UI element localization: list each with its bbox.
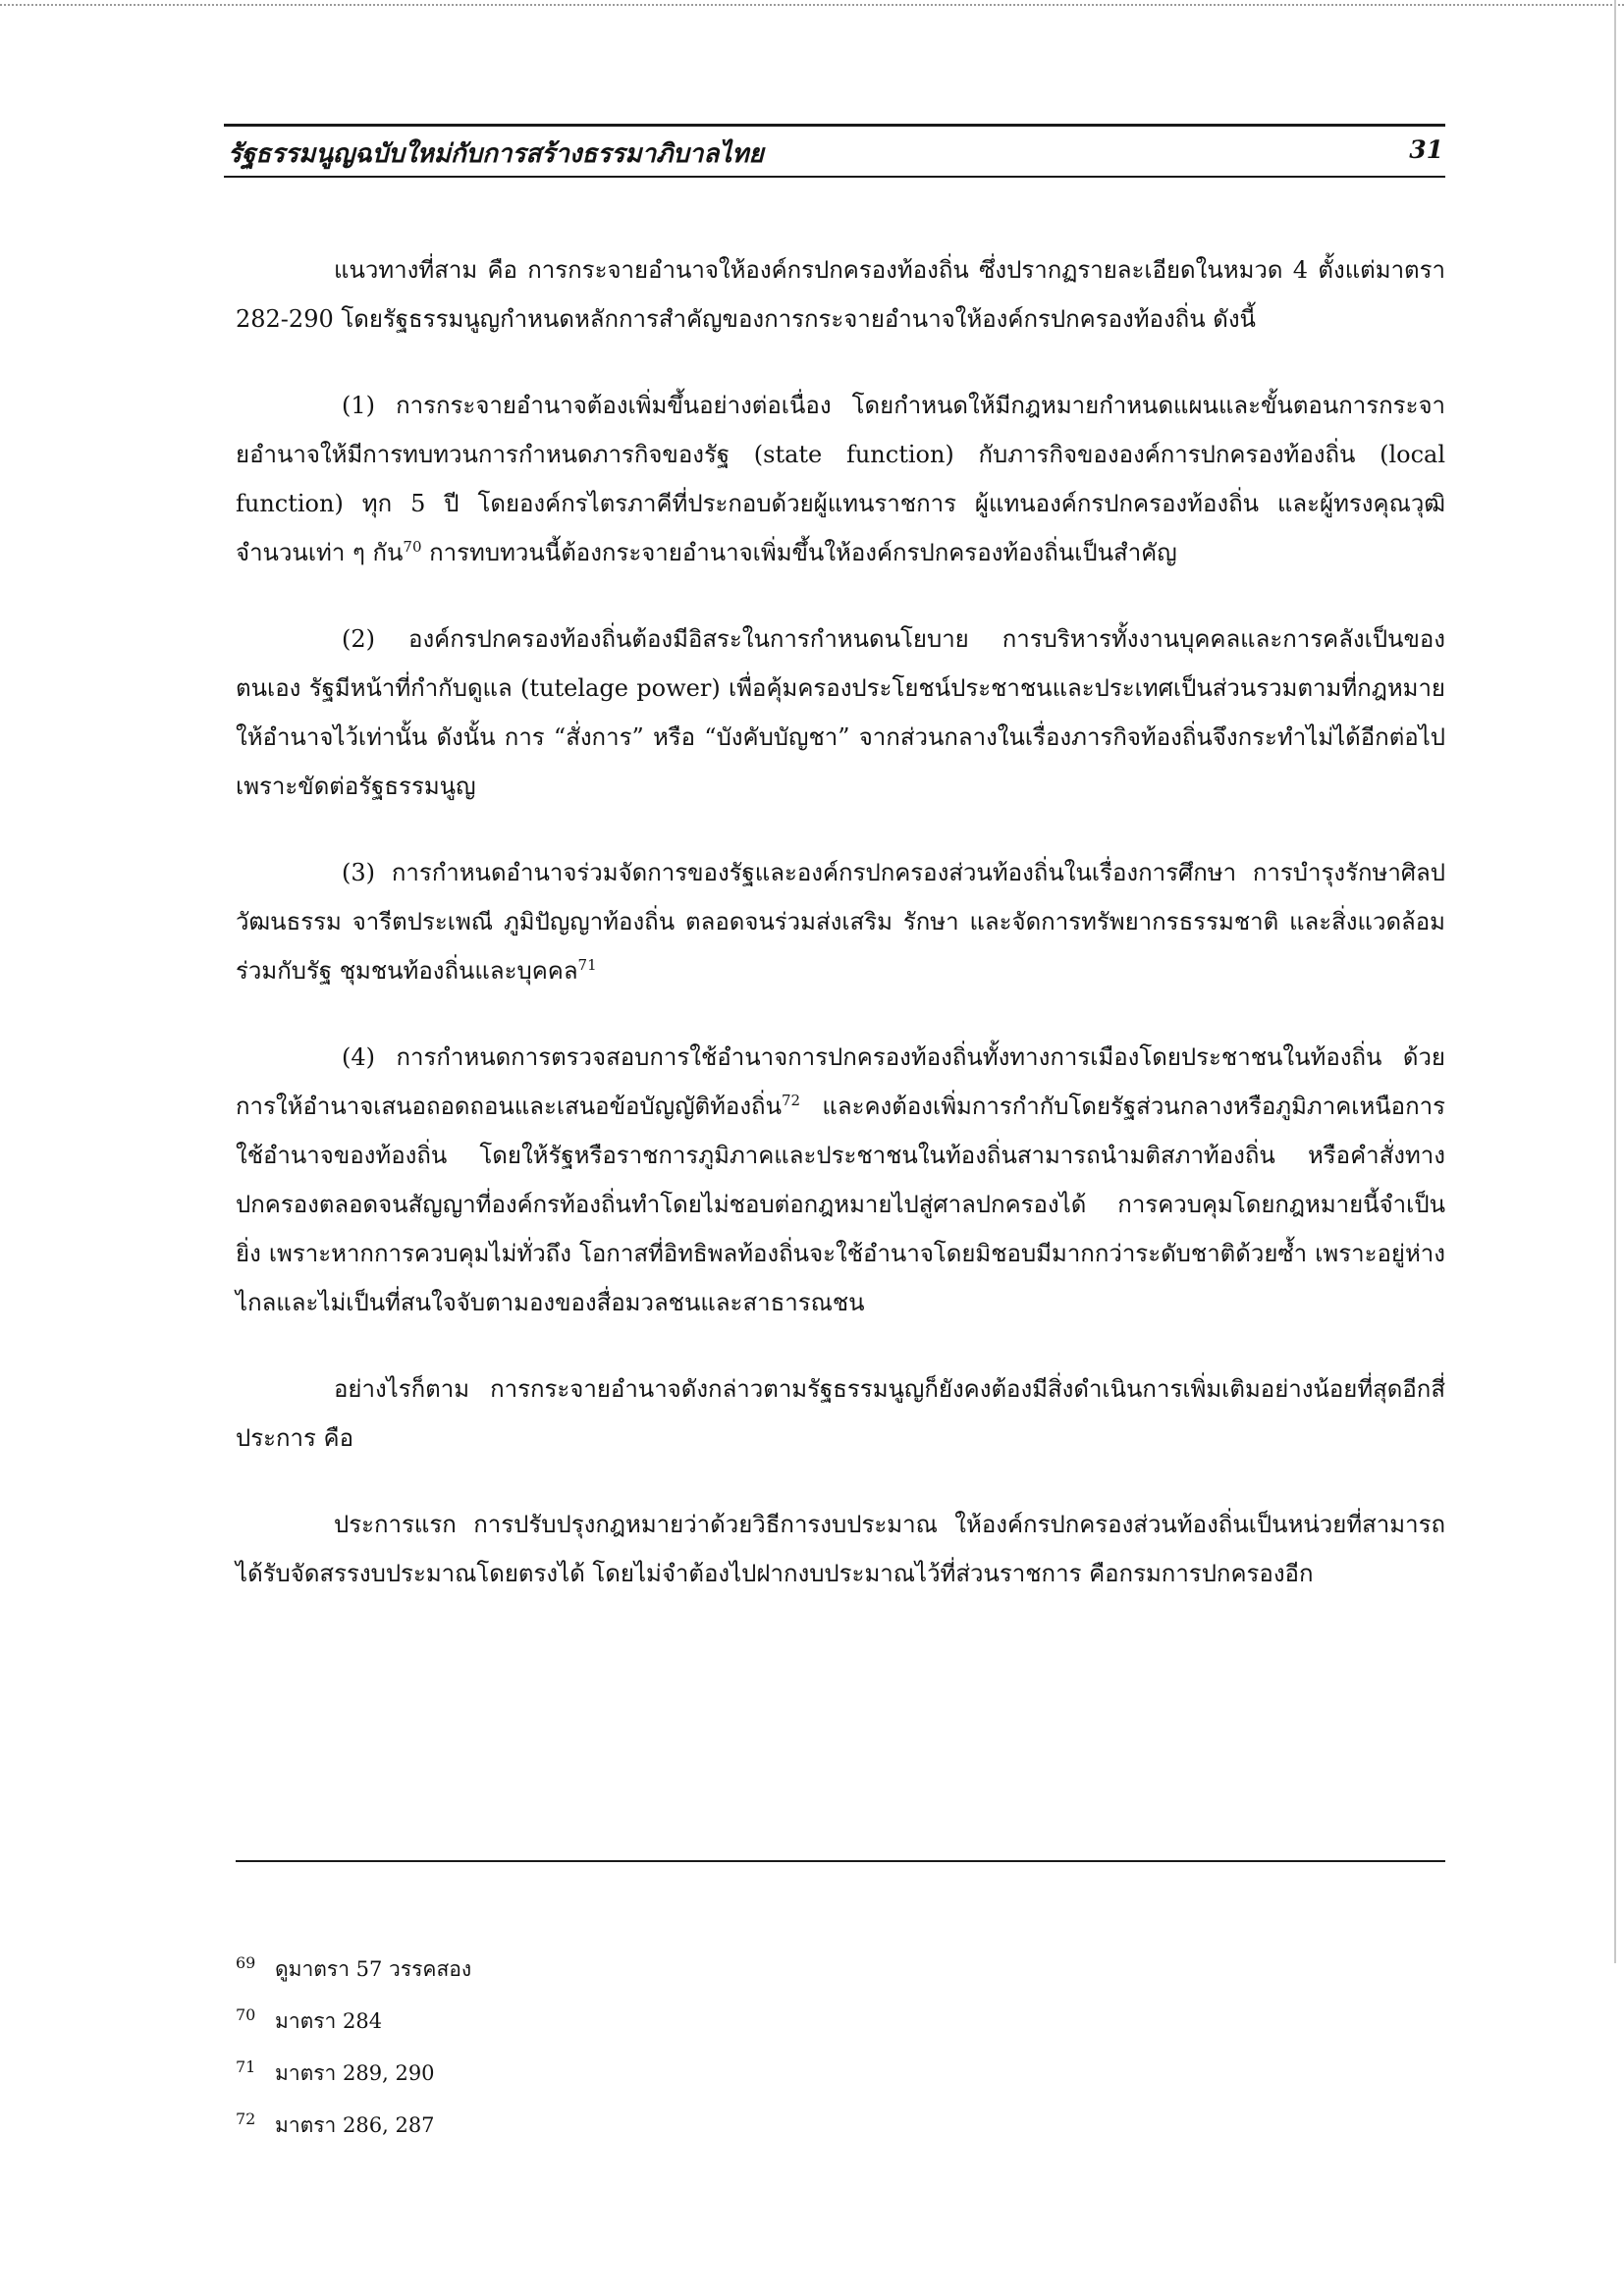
scan-right-edge [1614,0,1616,1963]
paragraph-third-approach: แนวทางที่สาม คือ การกระจายอำนาจให้องค์กรปกครองท้องถิ่น ซึ่งปรากฏรายละเอียดในหมวด 4 ตั้งแต่มาตรา 282-290 โดยรัฐธรรมนูญกำหนดหลักการสำคัญของการกระจายอำนาจให้องค์กรปกครองท้องถิ่น ดังนี้ [236,256,1445,333]
footnote-ref-72[interactable]: 72 [782,1092,801,1109]
footnote-number: 72 [236,2109,256,2128]
paragraph-item-1: (1) การกระจายอำนาจต้องเพิ่มขึ้นอย่างต่อเนื่อง โดยกำหนดให้มีกฎหมายกำหนดแผนและขั้นตอนการกระจายอำนาจให้มีการทบทวนการกำหนดภารกิจของรัฐ (state function) กับภารกิจขององค์การปกครองท้องถิ่น (local function) ทุก 5 ปี โดยองค์กรไตรภาคีที่ประกอบด้วยผู้แทนราชการ ผู้แทนองค์กรปกครองท้องถิ่น และผู้ทรงคุณวุฒิจำนวนเท่า ๆ กัน$^{70}$ การทบทวนนี้ต้องกระจายอำนาจเพิ่มขึ้นให้องค์กรปกครองท้องถิ่นเป็นสำคัญ [236,392,1445,566]
scan-top-edge [0,4,1624,6]
footnote-number: 69 [236,1953,256,1972]
footnote-text: มาตรา 284 [275,2009,383,2033]
footnote-separator [236,1860,1445,1862]
footnote-number: 71 [236,2057,256,2076]
footnote-69 [236,1953,1445,2005]
footnote-text: ดูมาตรา 57 วรรคสอง [275,1957,472,1981]
paragraph-item-3: (3) การกำหนดอำนาจร่วมจัดการของรัฐและองค์กรปกครองส่วนท้องถิ่นในเรื่องการศึกษา การบำรุงรักษาศิลปวัฒนธรรม จารีตประเพณี ภูมิปัญญาท้องถิ่น ตลอดจนร่วมส่งเสริม รักษา และจัดการทรัพยากรธรรมชาติ และสิ่งแวดล้อมร่วมกับรัฐ ชุมชนท้องถิ่นและบุคคล$^{71}$ [236,859,1445,985]
footnote-ref-71[interactable]: 71 [577,956,597,974]
paragraph-item-2: (2) องค์กรปกครองท้องถิ่นต้องมีอิสระในการกำหนดนโยบาย การบริหารทั้งงานบุคคลและการคลังเป็นของตนเอง รัฐมีหน้าที่กำกับดูแล (tutelage power) เพื่อคุ้มครองประโยชน์ประชาชนและประเทศเป็นส่วนรวมตามที่กฎหมายให้อำนาจไว้เท่านั้น ดังนั้น การ “สั่งการ” หรือ “บังคับบัญชา” จากส่วนกลางในเรื่องภารกิจท้องถิ่นจึงกระทำไม่ได้อีกต่อไป เพราะขัดต่อรัฐธรรมนูญ [236,625,1445,800]
body-text [236,245,1445,1635]
running-header [224,124,1445,178]
paragraph-however: อย่างไรก็ตาม การกระจายอำนาจดังกล่าวตามรัฐธรรมนูญก็ยังคงต้องมีสิ่งดำเนินการเพิ่มเติมอย่างน้อยที่สุดอีกสี่ประการ คือ [236,1375,1445,1452]
footnotes [236,1953,1445,2162]
header-title: รัฐธรรมนูญฉบับใหม่กับการสร้างธรรมาภิบาลไทย [228,139,764,169]
footnote-number: 70 [236,2005,256,2024]
paragraph-first-point: ประการแรก การปรับปรุงกฎหมายว่าด้วยวิธีการงบประมาณ ให้องค์กรปกครองส่วนท้องถิ่นเป็นหน่วยที่สามารถได้รับจัดสรรงบประมาณโดยตรงได้ โดยไม่จำต้องไปฝากงบประมาณไว้ที่ส่วนราชการ คือกรมการปกครองอีก [236,1511,1445,1587]
footnote-72 [236,2109,1445,2162]
footnote-70 [236,2005,1445,2057]
footnote-ref-70[interactable]: 70 [403,538,422,556]
page-number: 31 [1409,135,1443,164]
footnote-text: มาตรา 289, 290 [275,2061,435,2085]
paragraph-item-4: (4) การกำหนดการตรวจสอบการใช้อำนาจการปกครองท้องถิ่นทั้งทางการเมืองโดยประชาชนในท้องถิ่น ด้วยการให้อำนาจเสนอถอดถอนและเสนอข้อบัญญัติท้องถิ่น$^{72}$ และคงต้องเพิ่มการกำกับโดยรัฐส่วนกลางหรือภูมิภาคเหนือการใช้อำนาจของท้องถิ่น โดยให้รัฐหรือราชการภูมิภาคและประชาชนในท้องถิ่นสามารถนำมติสภาท้องถิ่น หรือคำสั่งทางปกครองตลอดจนสัญญาที่องค์กรท้องถิ่นทำโดยไม่ชอบต่อกฎหมายไปสู่ศาลปกครองได้ การควบคุมโดยกฎหมายนี้จำเป็นยิ่ง เพราะหากการควบคุมไม่ทั่วถึง โอกาสที่อิทธิพลท้องถิ่นจะใช้อำนาจโดยมิชอบมีมากกว่าระดับชาติด้วยซ้ำ เพราะอยู่ห่างไกลและไม่เป็นที่สนใจจับตามองของสื่อมวลชนและสาธารณชน [236,1043,1445,1316]
footnote-text: มาตรา 286, 287 [275,2113,435,2137]
footnote-71 [236,2057,1445,2109]
